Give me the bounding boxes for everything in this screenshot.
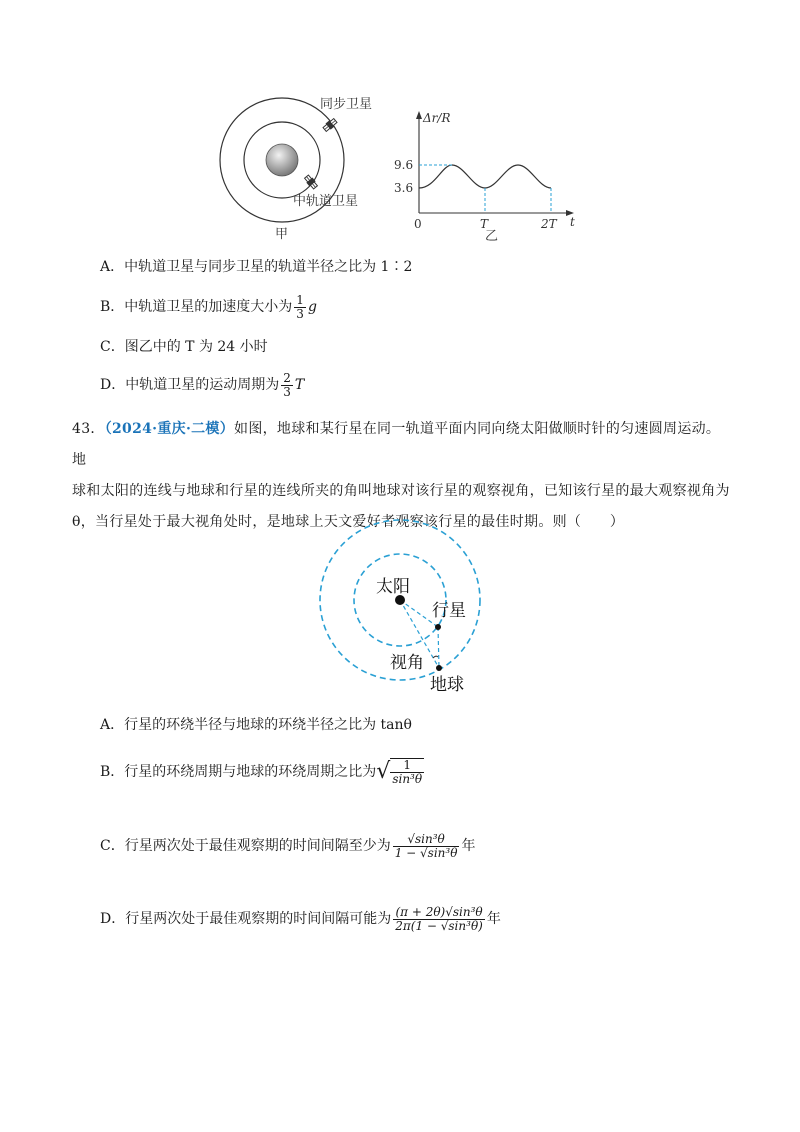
y-axis-arrow — [416, 111, 422, 119]
q43-number: 43． — [72, 421, 105, 437]
q42-option-a-text: A．中轨道卫星与同步卫星的轨道半径之比为 1∶2 — [100, 259, 413, 275]
q43-option-c-text: C．行星两次处于最佳观察期的时间间隔至少为 — [100, 838, 391, 854]
q43-option-c-unit: 年 — [461, 838, 476, 854]
caption-yi: 乙 — [485, 229, 499, 243]
q43-option-c-fraction: $\frac{\text{√sin³θ}}{\text{1 − √sin³θ}}$ — [394, 831, 458, 860]
figure-yi — [385, 108, 585, 243]
earth-icon — [266, 144, 298, 176]
sqrt-icon: √ — [376, 759, 391, 784]
planet-earth-line — [438, 627, 439, 668]
sync-satellite-icon — [322, 117, 338, 132]
q42-option-c[interactable] — [100, 337, 268, 357]
earth-dot — [436, 665, 442, 671]
figure-orbit — [310, 512, 500, 702]
q42-option-d[interactable] — [100, 366, 304, 404]
label-view-angle: 视角 — [390, 653, 424, 673]
q42-option-b-text: B．中轨道卫星的加速度大小为 — [100, 299, 293, 315]
q43-option-d-fraction: $\frac{\text{(π + 2θ)√sin³θ}}{\text{2π(1 − √sin³θ)}}$ — [395, 904, 483, 933]
q42-option-b[interactable] — [100, 288, 317, 326]
q43-option-a[interactable] — [100, 715, 412, 735]
label-sync-satellite: 同步卫星 — [320, 97, 373, 112]
tick-label-2T: 2T — [541, 217, 557, 231]
q43-option-a-text: A．行星的环绕半径与地球的环绕半径之比为 tanθ — [100, 717, 412, 733]
y-axis-label: Δr/R — [423, 111, 451, 125]
q43-option-b-text: B．行星的环绕周期与地球的环绕周期之比为 — [100, 764, 377, 780]
tick-label-96: 9.6 — [394, 158, 414, 172]
q42-option-c-text: C．图乙中的 T 为 24 小时 — [100, 339, 268, 355]
q43-option-d-text: D．行星两次处于最佳观察期的时间间隔可能为 — [100, 911, 392, 927]
q43-source: （2024·重庆·二模） — [104, 421, 235, 437]
planet-dot — [435, 624, 441, 630]
q42-option-d-T: T — [294, 377, 305, 393]
q42-option-d-text: D．中轨道卫星的运动周期为 — [100, 377, 280, 393]
q43-stem-line1: 43．（2024·重庆·二模）如图，地球和某行星在同一轨道平面内同向绕太阳做顺时针的匀速圆周运动。地 — [72, 421, 721, 468]
x-axis-label: t — [570, 215, 575, 229]
q43-option-d[interactable] — [100, 888, 501, 950]
q43-stem-line2: 球和太阳的连线与地球和行星的连线所夹的角叫地球对该行星的观察视角，已知该行星的最大观察视角为 — [72, 483, 730, 499]
label-mid-satellite: 中轨道卫星 — [293, 194, 359, 209]
q42-option-d-fraction: $\frac{2}{3}$ — [283, 370, 291, 399]
q43-stem-line3: θ，当行星处于最大视角处时，是地球上天文爱好者观察该行星的最佳时期。则（ ） — [72, 514, 625, 530]
q42-option-a[interactable] — [100, 257, 412, 277]
label-earth: 地球 — [430, 675, 464, 695]
caption-jia: 甲 — [275, 227, 289, 242]
ratio-curve — [419, 165, 551, 188]
q43-option-d-unit: 年 — [486, 911, 501, 927]
tick-label-36: 3.6 — [394, 181, 414, 195]
q42-option-b-g: g — [307, 299, 317, 315]
q42-option-b-fraction: $\frac{1}{3}$ — [296, 292, 304, 321]
figure-jia — [215, 90, 390, 245]
tick-label-0: 0 — [414, 217, 422, 231]
tick-label-T: T — [480, 217, 489, 231]
label-planet: 行星 — [432, 601, 466, 621]
q43-option-c[interactable] — [100, 818, 475, 874]
q43-option-b-fraction: $\frac{1}{\text{sin³θ}}$ — [392, 758, 423, 786]
label-sun: 太阳 — [376, 577, 410, 597]
q43-option-b[interactable] — [100, 746, 426, 798]
view-angle-arc — [433, 656, 438, 658]
